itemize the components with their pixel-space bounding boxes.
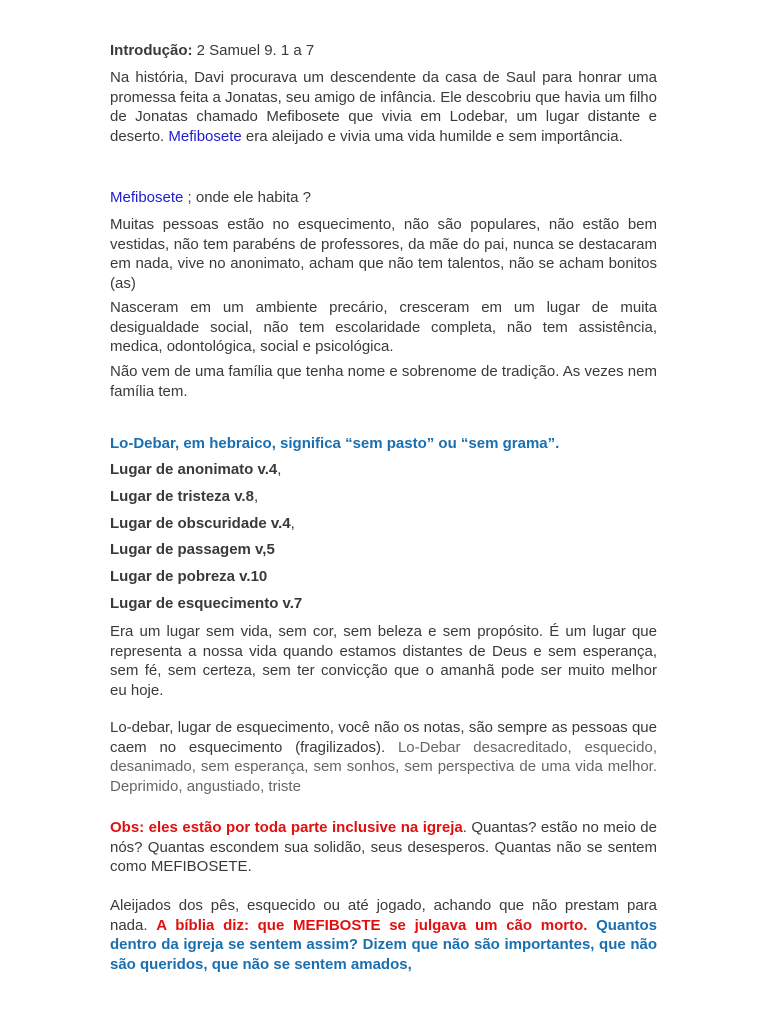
intro-heading (110, 41, 657, 61)
lodebar-heading: Lo-Debar, em hebraico, significa “sem pasto” ou “sem grama”. (110, 435, 560, 452)
question-line (110, 188, 657, 208)
lugar-item (110, 460, 657, 480)
lugar-label: Lugar de passagem v,5 (110, 541, 275, 558)
intro-text-end: era aleijado e vivia uma vida humilde e sem importância. (241, 127, 623, 145)
final-text: Aleijados dos pês, esquecido ou até jogado, achando que não prestam para nada. (110, 897, 657, 934)
lugar-suffix: , (290, 515, 295, 532)
lugar-suffix: , (277, 461, 282, 478)
intro-paragraph (110, 68, 657, 146)
esquecimento-text: Lo-debar, lugar de esquecimento, você não os notas, são sempre as pessoas que caem no esquecimento (fragilizados). (110, 719, 657, 756)
paragraph-ambiente: Nasceram em um ambiente precário, cresceram em um lugar de muita desigualdade social, não tem escolaridade completa, não tem assistência, medica, odontológica, social e psicológica. (110, 299, 657, 355)
mefibosete-link: Mefibosete (168, 127, 242, 145)
lugar-label: Lugar de pobreza v.10 (110, 568, 268, 585)
lugar-item (110, 514, 657, 534)
question-name: Mefibosete (110, 189, 184, 206)
question-text: ; onde ele habita ? (183, 189, 311, 206)
lugar-item (110, 487, 657, 507)
lugar-label: Lugar de obscuridade v.4 (110, 515, 291, 532)
intro-text: Na história, Davi procurava um descendente da casa de Saul para honrar uma promessa feita a Jonatas, seu amigo de infância. Ele descobriu que havia um filho de Jonatas chamado Mefibosete que vivia em Lodebar, um lugar distante e deserto. (110, 69, 657, 145)
final-blue-text: Quantos dentro da igreja se sentem assim? Dizem que não são importantes, que não são queridos, que não se sentem amados, (110, 916, 657, 973)
lugar-item (110, 540, 657, 560)
intro-reference: 2 Samuel 9. 1 a 7 (192, 42, 315, 59)
esquecimento-gray-text: Lo-Debar desacreditado, esquecido, desanimado, sem esperança, sem sonhos, sem perspectiva de uma vida melhor. Deprimido, angustiado, triste (110, 738, 657, 795)
final-paragraph (110, 896, 657, 974)
lugar-label: Lugar de esquecimento v.7 (110, 595, 303, 612)
obs-highlight: Obs: eles estão por toda parte inclusive na igreja (110, 819, 463, 836)
lugar-description: Era um lugar sem vida, sem cor, sem beleza e sem propósito. É um lugar que representa a nossa vida quando estamos distantes de Deus e sem esperança, sem fé, sem certeza, sem ter convicção que o amanhã pode ser muito melhor eu hoje. (110, 623, 687, 699)
lugar-suffix: , (253, 488, 259, 505)
lugar-item (110, 594, 657, 614)
intro-label: Introdução: (110, 42, 193, 59)
obs-paragraph (110, 818, 657, 877)
lugar-label: Lugar de tristeza v.8 (110, 488, 254, 505)
esquecimento-paragraph (110, 718, 657, 796)
paragraph-esquecimento: Muitas pessoas estão no esquecimento, não são populares, não estão bem vestidas, não tem parabéns de professores, da mãe do pai, nunca se destacaram em nada, vive no anonimato, acham que não tem talentos, não se acham bonitos (as) (110, 216, 657, 292)
paragraph-familia: Não vem de uma família que tenha nome e sobrenome de tradição. As vezes nem família tem. (110, 363, 657, 400)
lugar-item (110, 567, 657, 587)
final-red-text: A bíblia diz: que MEFIBOSTE se julgava um cão morto. (156, 916, 588, 934)
obs-text: . Quantas? estão no meio de nós? Quantas escondem sua solidão, seus desesperos. Quantas não se sentem como MEFIBOSETE. (110, 819, 657, 875)
lugar-label: Lugar de anonimato v.4 (110, 461, 278, 478)
